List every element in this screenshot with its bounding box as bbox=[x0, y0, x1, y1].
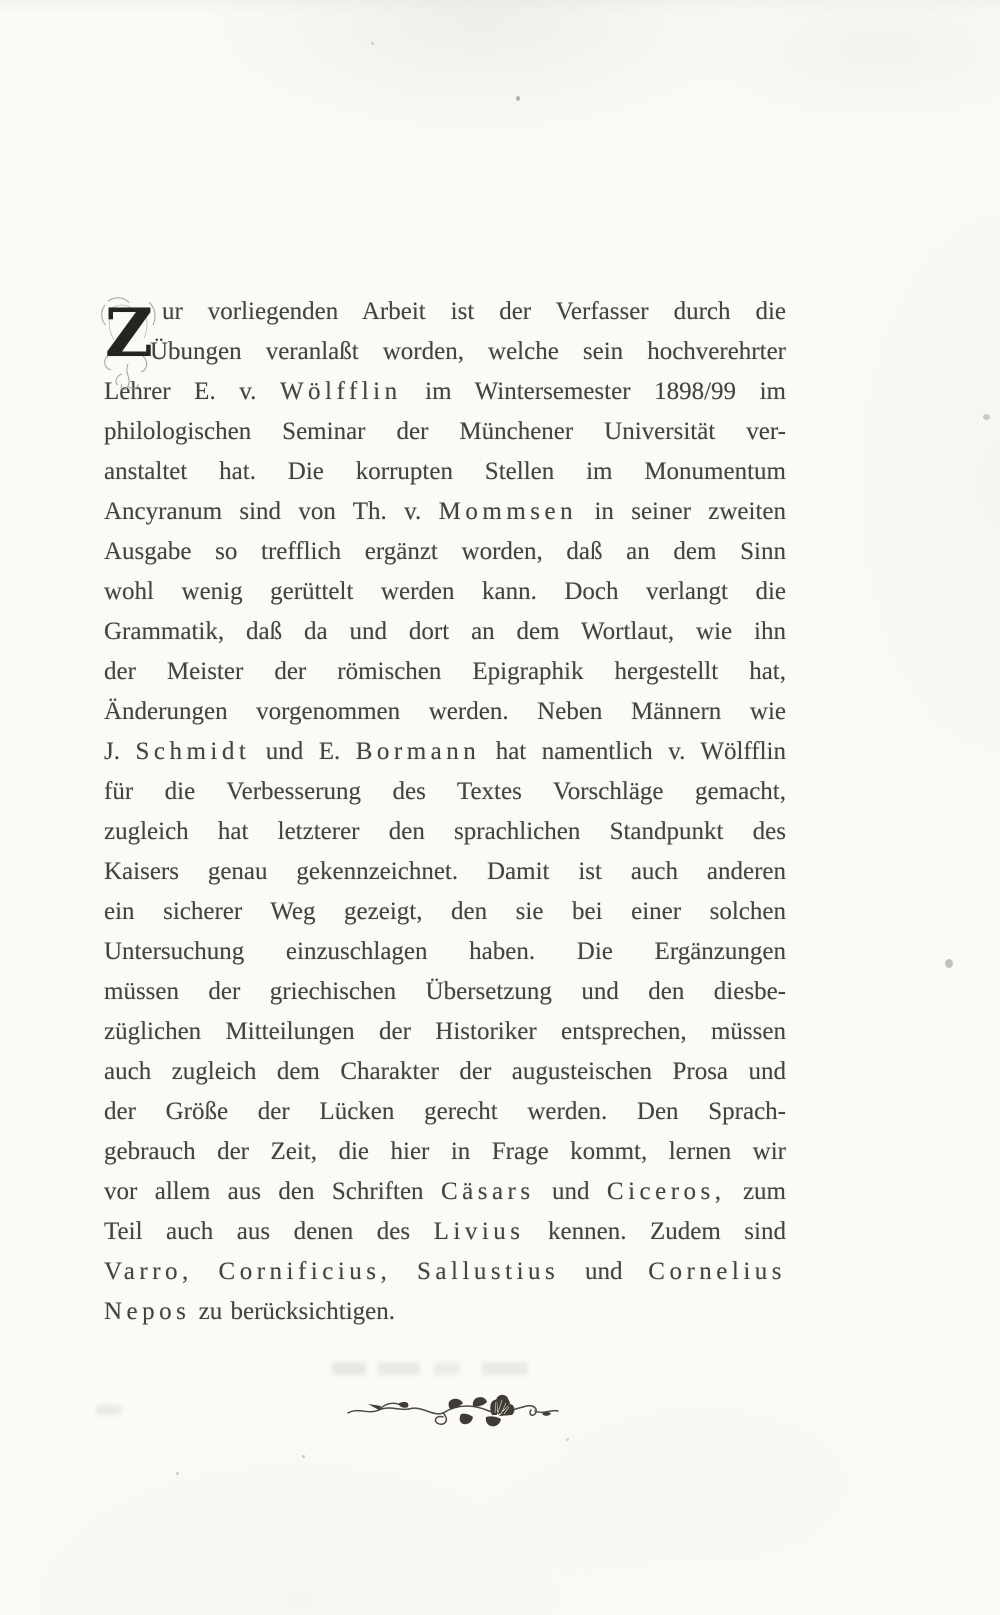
text-segment: der Größe der Lücken gerecht werden. Den Sprach- bbox=[104, 1098, 786, 1125]
text-line bbox=[104, 892, 786, 932]
scan-speck bbox=[371, 42, 374, 45]
text-line bbox=[104, 612, 786, 652]
scan-speck bbox=[516, 96, 520, 101]
text-segment: J. bbox=[104, 738, 136, 765]
text-segment: Änderungen vorgenommen werden. Neben Männern wie bbox=[104, 698, 786, 725]
text-lines bbox=[104, 292, 786, 1332]
text-segment: ein sicherer Weg gezeigt, den sie bei einer solchen bbox=[104, 898, 786, 925]
text-line bbox=[104, 532, 786, 572]
text-segment: anstaltet hat. Die korrupten Stellen im Monumentum bbox=[104, 458, 786, 485]
letterspaced-name: Nepos bbox=[104, 1298, 191, 1325]
text-line bbox=[104, 1052, 786, 1092]
text-line bbox=[104, 1172, 786, 1212]
text-line bbox=[104, 732, 786, 772]
text-segment: Ausgabe so trefflich ergänzt worden, daß an dem Sinn bbox=[104, 538, 786, 565]
text-segment: vor allem aus den Schriften bbox=[104, 1178, 441, 1205]
text-line bbox=[104, 412, 786, 452]
text-segment: Teil auch aus denen des bbox=[104, 1218, 434, 1245]
scan-speck bbox=[566, 1438, 569, 1441]
text-segment: in seiner zweiten bbox=[577, 498, 787, 525]
text-segment: gebrauch der Zeit, die hier in Frage kommt, lernen wir bbox=[104, 1138, 786, 1165]
text-segment: der Meister der römischen Epigraphik hergestellt hat, bbox=[104, 658, 786, 685]
text-segment: kennen. Zudem sind bbox=[524, 1218, 786, 1245]
letterspaced-name: Bormann bbox=[355, 738, 481, 765]
text-segment: müssen der griechischen Übersetzung und den diesbe- bbox=[104, 978, 786, 1005]
text-segment: wohl wenig gerüttelt werden kann. Doch verlangt die bbox=[104, 578, 786, 605]
text-line bbox=[104, 1092, 786, 1132]
letterspaced-name: Cäsars bbox=[440, 1178, 535, 1205]
text-segment: hat namentlich v. Wölfflin bbox=[480, 738, 787, 765]
letterspaced-name: Cornelius bbox=[648, 1258, 786, 1285]
paragraph-block bbox=[104, 292, 786, 1332]
text-segment bbox=[193, 1258, 219, 1285]
text-line bbox=[104, 812, 786, 852]
text-segment: Lehrer E. v. bbox=[104, 378, 280, 405]
text-segment: Grammatik, daß da und dort an dem Wortlaut, wie ihn bbox=[104, 618, 786, 645]
floral-vignette-ornament bbox=[346, 1390, 560, 1432]
text-line bbox=[104, 1292, 786, 1332]
text-segment: zum bbox=[725, 1178, 786, 1205]
text-line bbox=[104, 1132, 786, 1172]
svg-text:Z: Z bbox=[104, 294, 154, 372]
text-segment: philologischen Seminar der Münchener Universität ver- bbox=[104, 418, 786, 445]
text-segment: für die Verbesserung des Textes Vorschläge gemacht, bbox=[104, 778, 786, 805]
letterspaced-name: Ciceros, bbox=[606, 1178, 726, 1205]
letterspaced-name: Schmidt bbox=[135, 738, 251, 765]
text-line bbox=[104, 1212, 786, 1252]
scan-speck bbox=[983, 414, 990, 420]
text-segment bbox=[391, 1258, 417, 1285]
letterspaced-name: Wölfflin bbox=[279, 378, 402, 405]
text-line bbox=[104, 572, 786, 612]
text-segment: im Wintersemester 1898/99 im bbox=[401, 378, 786, 405]
text-segment: zugleich hat letzterer den sprachlichen Standpunkt des bbox=[104, 818, 786, 845]
text-line bbox=[104, 932, 786, 972]
scan-speck bbox=[302, 1455, 305, 1458]
text-segment: und bbox=[534, 1178, 607, 1205]
text-segment: Kaisers genau gekennzeichnet. Damit ist auch anderen bbox=[104, 858, 786, 885]
text-segment: auch zugleich dem Charakter der augusteischen Prosa und bbox=[104, 1058, 786, 1085]
letterspaced-name: Cornificius, bbox=[218, 1258, 392, 1285]
text-line bbox=[104, 1252, 786, 1292]
text-line bbox=[104, 372, 786, 412]
text-segment: Ancyranum sind von Th. v. bbox=[104, 498, 439, 525]
text-line bbox=[104, 292, 786, 332]
ink-bleedthrough-ghost bbox=[332, 1362, 564, 1375]
text-line bbox=[104, 452, 786, 492]
text-line bbox=[104, 692, 786, 732]
text-segment: Übungen veranlaßt worden, welche sein hochverehrter bbox=[150, 338, 786, 365]
letterspaced-name: Livius bbox=[433, 1218, 525, 1245]
letterspaced-name: Mommsen bbox=[438, 498, 578, 525]
scan-speck bbox=[176, 1472, 179, 1475]
text-segment: ur vorliegenden Arbeit ist der Verfasser durch die bbox=[162, 298, 786, 325]
text-line bbox=[104, 772, 786, 812]
text-segment: Untersuchung einzuschlagen haben. Die Ergänzungen bbox=[104, 938, 786, 965]
scan-speck bbox=[945, 959, 953, 968]
text-line bbox=[104, 652, 786, 692]
text-segment: und bbox=[559, 1258, 649, 1285]
text-segment: züglichen Mitteilungen der Historiker entsprechen, müssen bbox=[104, 1018, 786, 1045]
text-segment: zu berücksichtigen. bbox=[190, 1298, 396, 1325]
text-line bbox=[104, 852, 786, 892]
text-line bbox=[104, 492, 786, 532]
text-line bbox=[104, 1012, 786, 1052]
text-line bbox=[104, 332, 786, 372]
ink-bleedthrough-ghost bbox=[96, 1405, 122, 1415]
letterspaced-name: Varro, bbox=[104, 1258, 193, 1285]
text-segment: und E. bbox=[250, 738, 356, 765]
letterspaced-name: Sallustius bbox=[417, 1258, 560, 1285]
text-line bbox=[104, 972, 786, 1012]
floral-vine-icon bbox=[346, 1390, 560, 1432]
